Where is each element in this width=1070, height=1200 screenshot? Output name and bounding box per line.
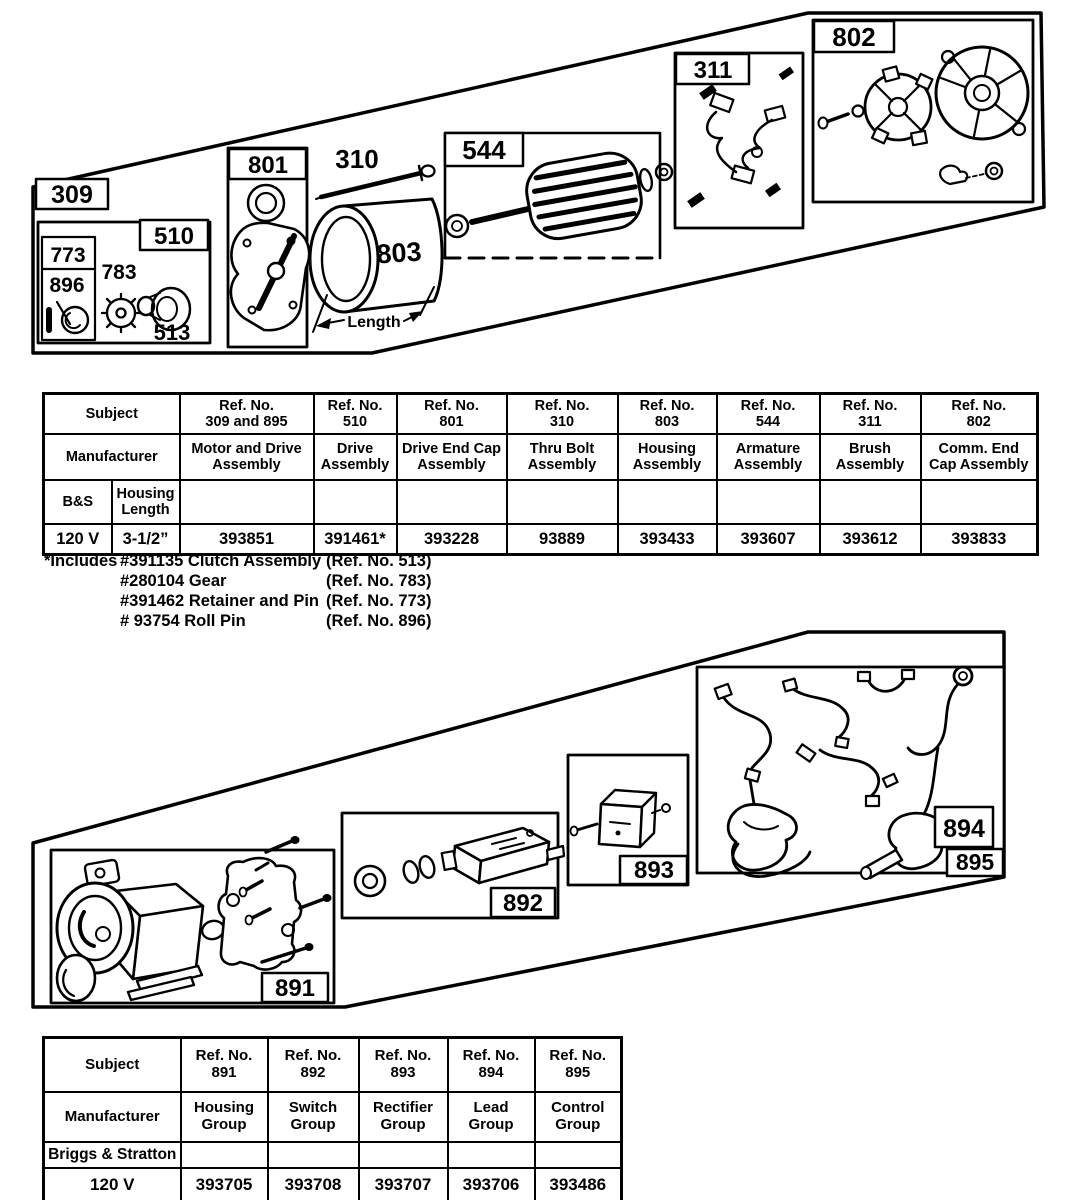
t2-col4-value: 393486 bbox=[535, 1168, 622, 1200]
t1-brand-cell: B&S bbox=[44, 480, 112, 524]
t2-col4-ref bbox=[535, 1038, 622, 1093]
ref-no-line: Ref. No. bbox=[951, 397, 1007, 414]
t1-col1-name: Drive Assembly bbox=[314, 434, 397, 480]
ref-num: 803 bbox=[654, 414, 680, 430]
t1-col5-empty bbox=[717, 480, 820, 524]
t1-col7-name: Comm. End Cap Assembly bbox=[921, 434, 1038, 480]
t2-subject-header: Subject bbox=[44, 1038, 181, 1093]
table-row bbox=[44, 524, 1038, 555]
t1-col0-name: Motor and Drive Assembly bbox=[180, 434, 314, 480]
table-row bbox=[44, 1168, 622, 1200]
t1-col3-empty bbox=[507, 480, 618, 524]
callout-802-label: 802 bbox=[832, 22, 876, 52]
callout-891 bbox=[262, 973, 328, 1002]
t1-voltage-cell: 120 V bbox=[44, 524, 112, 555]
ref-no-line: Ref. No. bbox=[462, 1047, 520, 1065]
group-893-rectifier bbox=[568, 755, 688, 885]
t1-col3-ref bbox=[507, 394, 618, 435]
group-894-895-leads bbox=[697, 667, 1004, 879]
table-row bbox=[44, 434, 1038, 480]
callout-895-label: 895 bbox=[955, 849, 995, 875]
t1-housing-length-value: 3-1/2” bbox=[112, 524, 180, 555]
top-parts-table bbox=[42, 392, 1036, 556]
t2-col2-name: Rectifier Group bbox=[359, 1092, 448, 1142]
t2-col4-empty bbox=[535, 1142, 622, 1168]
table-row bbox=[44, 480, 1038, 524]
callout-510-label: 510 bbox=[153, 223, 195, 250]
ref-num: 309 and 895 bbox=[205, 414, 288, 430]
ref-no-line: Ref. No. bbox=[639, 397, 695, 414]
t1-col2-empty bbox=[397, 480, 507, 524]
callout-892-label: 892 bbox=[502, 890, 544, 917]
t2-col3-ref bbox=[448, 1038, 535, 1093]
callout-513-label: 513 bbox=[153, 320, 191, 345]
t1-manufacturer-header: Manufacturer bbox=[44, 434, 180, 480]
callout-803-label: 803 bbox=[375, 236, 423, 270]
ref-no-line: Ref. No. bbox=[534, 397, 590, 414]
housing-line2: Length bbox=[121, 502, 170, 518]
callout-896-label: 896 bbox=[49, 274, 85, 297]
t2-brand-cell: Briggs & Stratton bbox=[44, 1142, 181, 1168]
footnote-part: # 93754 Roll Pin bbox=[120, 612, 246, 630]
t1-col7-value: 393833 bbox=[921, 524, 1038, 555]
table-row bbox=[44, 394, 1038, 435]
footnote-prefix bbox=[44, 571, 120, 591]
callout-892 bbox=[491, 888, 555, 917]
t1-col5-name: Armature Assembly bbox=[717, 434, 820, 480]
t1-col2-name: Drive End Cap Assembly bbox=[397, 434, 507, 480]
t1-col0-value: 393851 bbox=[180, 524, 314, 555]
length-label: Length bbox=[347, 314, 401, 331]
t2-col0-value: 393705 bbox=[181, 1168, 268, 1200]
t1-col6-name: Brush Assembly bbox=[820, 434, 921, 480]
table-row bbox=[44, 1092, 622, 1142]
t2-col3-value: 393706 bbox=[448, 1168, 535, 1200]
ref-no-line: Ref. No. bbox=[842, 397, 898, 414]
bottom-parts-table bbox=[42, 1036, 620, 1200]
box-773-896 bbox=[42, 237, 95, 340]
callout-309 bbox=[36, 179, 108, 209]
t2-voltage-cell: 120 V bbox=[44, 1168, 181, 1200]
t1-col6-empty bbox=[820, 480, 921, 524]
ref-num: 801 bbox=[439, 414, 464, 430]
t1-col6-value: 393612 bbox=[820, 524, 921, 555]
t2-col1-name: Switch Group bbox=[268, 1092, 359, 1142]
t2-col0-empty bbox=[181, 1142, 268, 1168]
t1-col5-ref bbox=[717, 394, 820, 435]
t2-col2-empty bbox=[359, 1142, 448, 1168]
t2-col1-ref bbox=[268, 1038, 359, 1093]
footnote-ref: (Ref. No. 783) bbox=[326, 572, 432, 590]
t1-col1-ref bbox=[314, 394, 397, 435]
callout-544-label: 544 bbox=[462, 135, 506, 165]
t2-col0-ref bbox=[181, 1038, 268, 1093]
callout-801-label: 801 bbox=[247, 152, 289, 179]
housing-line1: Housing bbox=[116, 485, 175, 502]
t1-col4-name: Housing Assembly bbox=[618, 434, 717, 480]
t1-col6-ref bbox=[820, 394, 921, 435]
ref-num: 892 bbox=[300, 1064, 326, 1081]
callout-893 bbox=[620, 856, 687, 884]
ref-num: 893 bbox=[390, 1064, 416, 1081]
group-801-drive-end-cap bbox=[228, 148, 309, 347]
t1-col0-empty bbox=[180, 480, 314, 524]
t2-manufacturer-header: Manufacturer bbox=[44, 1092, 181, 1142]
ref-num: 310 bbox=[549, 414, 575, 430]
ref-no-line: Ref. No. bbox=[195, 1047, 253, 1065]
footnote-ref: (Ref. No. 773) bbox=[326, 592, 432, 610]
footnote-part: #391462 Retainer and Pin bbox=[120, 592, 320, 610]
group-544-armature bbox=[445, 133, 672, 258]
ref-no-line: Ref. No. bbox=[549, 1047, 607, 1065]
t1-col4-empty bbox=[618, 480, 717, 524]
callout-309-label: 309 bbox=[51, 181, 93, 209]
ref-no-line: Ref. No. bbox=[284, 1047, 342, 1065]
t1-col3-name: Thru Bolt Assembly bbox=[507, 434, 618, 480]
ref-no-line: Ref. No. bbox=[327, 397, 383, 414]
ref-num: 311 bbox=[858, 414, 882, 430]
ref-no-line: Ref. No. bbox=[424, 397, 479, 414]
t2-col4-name: Control Group bbox=[535, 1092, 622, 1142]
group-892-switch bbox=[342, 813, 564, 918]
t1-col3-value: 93889 bbox=[507, 524, 618, 555]
t1-col5-value: 393607 bbox=[717, 524, 820, 555]
t2-col2-value: 393707 bbox=[359, 1168, 448, 1200]
ref-num: 802 bbox=[966, 414, 991, 430]
top-exploded-diagram bbox=[0, 0, 1070, 385]
callout-893-label: 893 bbox=[633, 857, 675, 884]
t1-col1-value: 391461* bbox=[314, 524, 397, 555]
callout-801 bbox=[229, 149, 306, 179]
callout-894-label: 894 bbox=[943, 815, 985, 843]
bottom-exploded-diagram bbox=[0, 600, 1070, 1020]
footnote-ref: (Ref. No. 896) bbox=[326, 612, 432, 630]
ref-num: 891 bbox=[211, 1064, 237, 1081]
footnote-ref: (Ref. No. 513) bbox=[326, 552, 432, 570]
t1-col2-ref bbox=[397, 394, 507, 435]
t1-col7-empty bbox=[921, 480, 1038, 524]
ref-num: 544 bbox=[755, 414, 781, 430]
callout-311 bbox=[676, 54, 749, 84]
end-cap-drawing bbox=[231, 223, 309, 330]
footnote-part: #280104 Gear bbox=[120, 572, 227, 590]
callout-891-label: 891 bbox=[274, 975, 316, 1002]
callout-783-label: 783 bbox=[101, 261, 137, 284]
group-311-brush-assembly bbox=[675, 53, 803, 228]
footnote-line bbox=[44, 571, 431, 591]
t1-col4-value: 393433 bbox=[618, 524, 717, 555]
callout-311-label: 311 bbox=[693, 57, 733, 84]
callout-894 bbox=[935, 807, 993, 847]
ref-no-line: Ref. No. bbox=[219, 397, 274, 414]
t2-col3-name: Lead Group bbox=[448, 1092, 535, 1142]
ref-num: 510 bbox=[342, 414, 368, 430]
roll-pin-drawing bbox=[46, 307, 52, 333]
footnote-prefix: *Includes bbox=[44, 552, 118, 570]
t1-col1-empty bbox=[314, 480, 397, 524]
footnote-part: #391135 Clutch Assembly bbox=[120, 552, 322, 570]
callout-544 bbox=[445, 133, 523, 166]
group-510-drive-assembly bbox=[38, 220, 210, 345]
t2-col3-empty bbox=[448, 1142, 535, 1168]
t2-col2-ref bbox=[359, 1038, 448, 1093]
t2-col0-name: Housing Group bbox=[181, 1092, 268, 1142]
callout-802 bbox=[814, 21, 894, 52]
ref-no-line: Ref. No. bbox=[374, 1047, 432, 1065]
t1-subject-header: Subject bbox=[44, 394, 180, 435]
t1-col2-value: 393228 bbox=[397, 524, 507, 555]
table-row bbox=[44, 1142, 622, 1168]
callout-773-label: 773 bbox=[50, 244, 86, 267]
ref-num: 895 bbox=[565, 1064, 591, 1081]
t1-col7-ref bbox=[921, 394, 1038, 435]
table-row bbox=[44, 1038, 622, 1093]
ref-num: 894 bbox=[478, 1064, 504, 1081]
t2-col1-empty bbox=[268, 1142, 359, 1168]
footnote-line bbox=[44, 551, 431, 571]
ref-no-line: Ref. No. bbox=[740, 397, 796, 414]
t1-col4-ref bbox=[618, 394, 717, 435]
t2-col1-value: 393708 bbox=[268, 1168, 359, 1200]
callout-510 bbox=[140, 220, 208, 250]
callout-895 bbox=[947, 849, 1003, 876]
t1-housing-length-header bbox=[112, 480, 180, 524]
group-891-housing bbox=[51, 836, 334, 1003]
callout-310-label: 310 bbox=[335, 144, 379, 174]
t1-col0-ref bbox=[180, 394, 314, 435]
group-802-comm-end-cap bbox=[813, 20, 1033, 202]
